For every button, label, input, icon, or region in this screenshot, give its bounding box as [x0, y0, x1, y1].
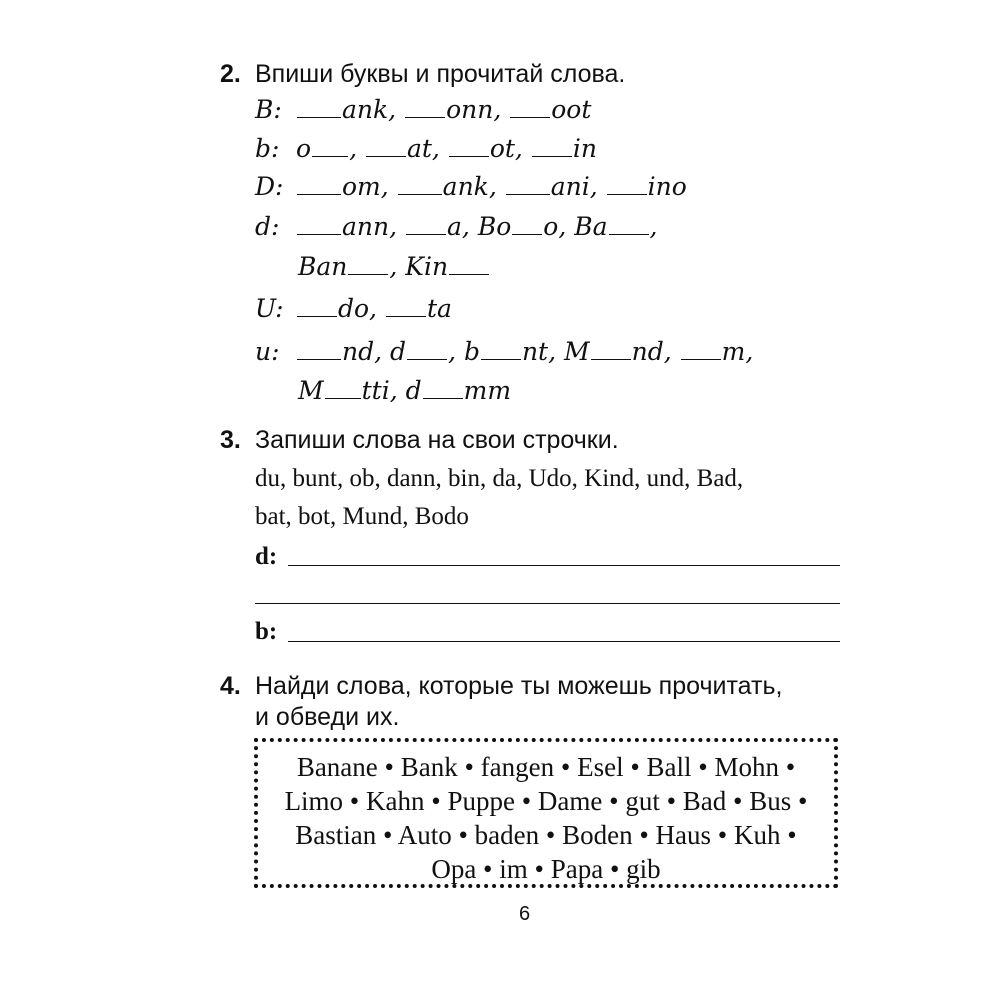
- task-2-row: [296, 172, 687, 201]
- word-item: [296, 134, 357, 163]
- word-item: [680, 337, 754, 366]
- word-suffix: ani,: [550, 172, 598, 201]
- word-item: [564, 337, 672, 366]
- fill-in-blank[interactable]: [366, 136, 406, 157]
- word-item: [531, 134, 597, 163]
- word-suffix: nt,: [521, 337, 557, 366]
- word-suffix: o,: [543, 212, 567, 241]
- task-2-row: [298, 376, 511, 405]
- word-item: [404, 95, 501, 124]
- word-item: [606, 172, 687, 201]
- word-item: [365, 134, 440, 163]
- word-suffix: om,: [342, 172, 389, 201]
- fill-in-blank[interactable]: [325, 378, 361, 399]
- word-suffix: ank,: [442, 172, 497, 201]
- word-suffix: a,: [447, 212, 470, 241]
- word-item: [298, 252, 397, 281]
- fill-in-blank[interactable]: [532, 136, 572, 157]
- fill-in-blank[interactable]: [297, 97, 341, 118]
- word-suffix: nd,: [631, 337, 672, 366]
- word-item: [405, 252, 490, 281]
- word-prefix: o: [296, 134, 312, 163]
- word-box-line-3[interactable]: Bastian • Auto • baden • Boden • Haus • Kuh •: [295, 820, 797, 850]
- word-box: [254, 738, 838, 888]
- word-prefix: Ba: [574, 212, 608, 241]
- word-suffix: ann,: [342, 212, 398, 241]
- fill-in-blank[interactable]: [681, 339, 721, 360]
- task-2-number: 2.: [220, 60, 241, 88]
- word-suffix: in: [572, 134, 597, 163]
- task-2-letter-label: B:: [255, 95, 282, 124]
- fill-in-blank[interactable]: [481, 339, 521, 360]
- fill-in-blank[interactable]: [386, 296, 426, 317]
- word-item: [390, 337, 456, 366]
- word-item: [505, 172, 598, 201]
- task-3-words-line-1: du, bunt, ob, dann, bin, da, Udo, Kind, und, Bad,: [255, 465, 744, 492]
- word-box-line-4[interactable]: Opa • im • Papa • gib: [431, 854, 661, 884]
- word-suffix: ,: [389, 252, 398, 281]
- fill-in-blank[interactable]: [506, 174, 550, 195]
- fill-in-blank[interactable]: [407, 339, 447, 360]
- word-item: [296, 95, 396, 124]
- word-suffix: ot,: [489, 134, 523, 163]
- word-prefix: d: [390, 337, 407, 366]
- fill-in-blank[interactable]: [449, 254, 489, 275]
- task-3-instruction: Запиши слова на свои строчки.: [255, 426, 619, 454]
- word-suffix: tti,: [361, 376, 398, 405]
- word-prefix: Ban: [298, 252, 348, 281]
- fill-in-blank[interactable]: [591, 339, 631, 360]
- word-prefix: M: [298, 376, 324, 405]
- writing-line-b[interactable]: [288, 641, 840, 642]
- writing-line-d[interactable]: [288, 565, 840, 566]
- word-suffix: ,: [448, 337, 456, 366]
- fill-in-blank[interactable]: [297, 296, 337, 317]
- fill-in-blank[interactable]: [297, 339, 341, 360]
- task-2-row: [296, 294, 452, 323]
- task-4-instruction-line-1: Найди слова, которые ты можешь прочитать,: [255, 672, 783, 700]
- word-prefix: Bo: [477, 212, 512, 241]
- word-prefix: d: [405, 376, 422, 405]
- task-2-row: [298, 252, 490, 281]
- fill-in-blank[interactable]: [406, 214, 446, 235]
- task-2-row: [296, 134, 597, 163]
- task-4-instruction-line-2: и обведи их.: [255, 703, 400, 731]
- word-item: [448, 134, 523, 163]
- word-prefix: M: [564, 337, 590, 366]
- fill-in-blank[interactable]: [423, 378, 463, 399]
- task-3-number: 3.: [220, 426, 241, 454]
- word-suffix: ank,: [342, 95, 397, 124]
- word-item: [296, 172, 389, 201]
- task-2-letter-label: b:: [255, 134, 280, 163]
- task-4-number: 4.: [220, 672, 241, 700]
- fill-in-blank[interactable]: [607, 174, 647, 195]
- word-suffix: oot: [551, 95, 592, 124]
- word-item: [405, 212, 470, 241]
- word-item: [296, 212, 397, 241]
- page-number: 6: [519, 903, 531, 925]
- word-suffix: ,: [649, 212, 658, 241]
- word-item: [397, 172, 497, 201]
- writing-line-extra[interactable]: [255, 603, 840, 604]
- word-item: [509, 95, 591, 124]
- word-suffix: ino: [647, 172, 687, 201]
- fill-in-blank[interactable]: [405, 97, 445, 118]
- task-2-letter-label: D:: [255, 172, 284, 201]
- word-item: [296, 294, 377, 323]
- word-suffix: at,: [406, 134, 440, 163]
- word-item: [298, 376, 398, 405]
- word-item: [464, 337, 556, 366]
- fill-in-blank[interactable]: [609, 214, 649, 235]
- word-suffix: mm: [463, 376, 512, 405]
- label-d: d:: [255, 543, 278, 570]
- task-2-letter-label: U:: [255, 294, 284, 323]
- task-3-words-line-2: bat, bot, Mund, Bodo: [255, 503, 469, 530]
- task-2-row: [296, 337, 753, 366]
- word-prefix: Kin: [405, 252, 449, 281]
- task-2-row: [296, 95, 591, 124]
- word-suffix: m,: [721, 337, 754, 366]
- word-item: [296, 337, 382, 366]
- word-item: [478, 212, 566, 241]
- task-2-row: [296, 212, 657, 241]
- task-2-instruction: Впиши буквы и прочитай слова.: [255, 60, 626, 88]
- fill-in-blank[interactable]: [297, 174, 341, 195]
- fill-in-blank[interactable]: [348, 254, 388, 275]
- fill-in-blank[interactable]: [510, 97, 550, 118]
- word-box-line-1[interactable]: Banane • Bank • fangen • Esel • Ball • Mohn •: [296, 752, 796, 782]
- word-item: [574, 212, 657, 241]
- word-suffix: do,: [338, 294, 378, 323]
- word-suffix: nd,: [342, 337, 383, 366]
- word-suffix: ,: [349, 134, 358, 163]
- fill-in-blank[interactable]: [312, 136, 348, 157]
- fill-in-blank[interactable]: [398, 174, 442, 195]
- fill-in-blank[interactable]: [449, 136, 489, 157]
- word-suffix: ta: [426, 294, 452, 323]
- word-box-line-2[interactable]: Limo • Kahn • Puppe • Dame • gut • Bad • Bus •: [284, 786, 808, 816]
- label-b: b:: [255, 618, 278, 645]
- fill-in-blank[interactable]: [512, 214, 542, 235]
- task-2-letter-label: u:: [255, 337, 280, 366]
- word-prefix: b: [463, 337, 480, 366]
- task-2-letter-label: d:: [255, 212, 280, 241]
- word-suffix: onn,: [446, 95, 502, 124]
- word-item: [406, 376, 511, 405]
- fill-in-blank[interactable]: [297, 214, 341, 235]
- word-item: [385, 294, 452, 323]
